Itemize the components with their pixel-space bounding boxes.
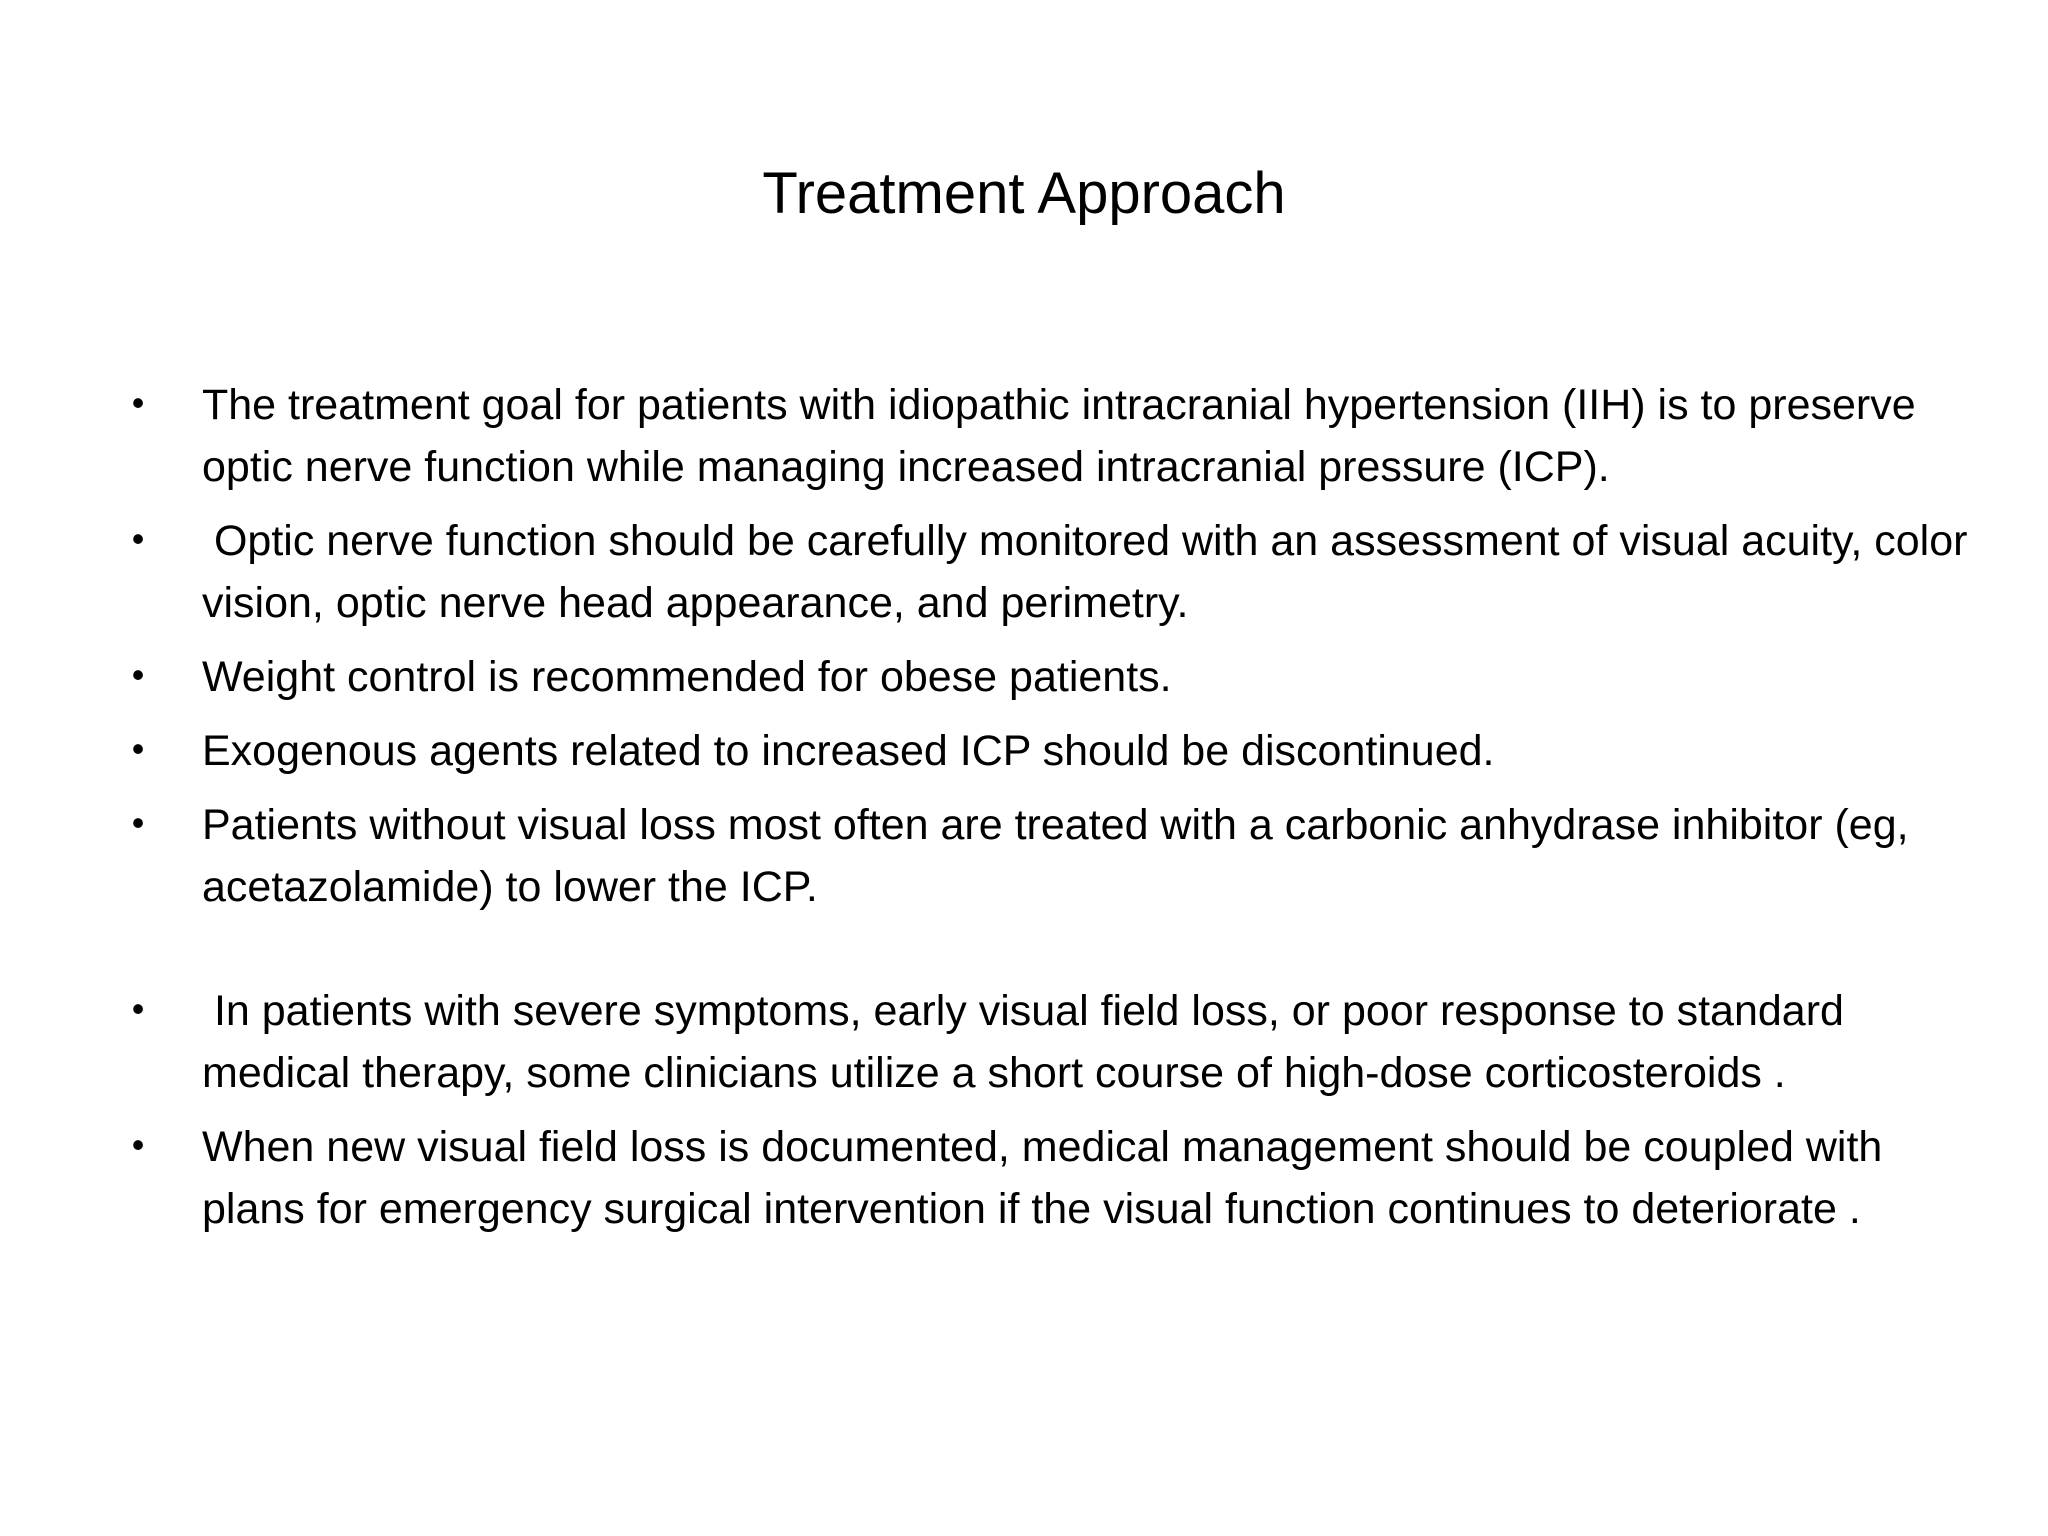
bullet-item xyxy=(118,510,1980,634)
bullet-dot-icon: • xyxy=(131,518,145,559)
bullet-text: When new visual field loss is documented, medical management should be coupled with plans for emergency surgical intervention if the visual function continues to deteriorate . xyxy=(202,1123,1895,1233)
bullet-item xyxy=(118,1116,1968,1240)
bullet-text: In patients with severe symptoms, early visual field loss, or poor response to standard medical therapy, some clinicians utilize a short course of high-dose corticosteroids . xyxy=(202,987,1856,1097)
bullet-item xyxy=(118,646,1968,708)
bullet-item xyxy=(118,794,1968,918)
bullet-dot-icon: • xyxy=(131,988,145,1029)
bullet-text: Exogenous agents related to increased ICP should be discontinued. xyxy=(202,727,1495,775)
bullet-text: Patients without visual loss most often are treated with a carbonic anhydrase inhibitor (eg, acetazolamide) to lower the ICP. xyxy=(202,801,1921,911)
bullet-dot-icon: • xyxy=(131,654,145,695)
bullet-text: Weight control is recommended for obese patients. xyxy=(202,653,1172,701)
bullet-text: Optic nerve function should be carefully monitored with an assessment of visual acuity, color vision, optic nerve head appearance, and perimetry. xyxy=(202,517,1980,627)
bullet-dot-icon: • xyxy=(131,382,145,423)
bullet-list xyxy=(118,374,1980,1252)
bullet-item xyxy=(118,374,1968,498)
slide-title: Treatment Approach xyxy=(762,161,1286,226)
bullet-item xyxy=(118,980,1968,1104)
bullet-dot-icon: • xyxy=(131,728,145,769)
bullet-text: The treatment goal for patients with idiopathic intracranial hypertension (IIH) is to preserve optic nerve function while managing increased intracranial pressure (ICP). xyxy=(202,381,1928,491)
bullet-dot-icon: • xyxy=(131,1124,145,1165)
bullet-item xyxy=(118,720,1968,782)
bullet-dot-icon: • xyxy=(131,802,145,843)
